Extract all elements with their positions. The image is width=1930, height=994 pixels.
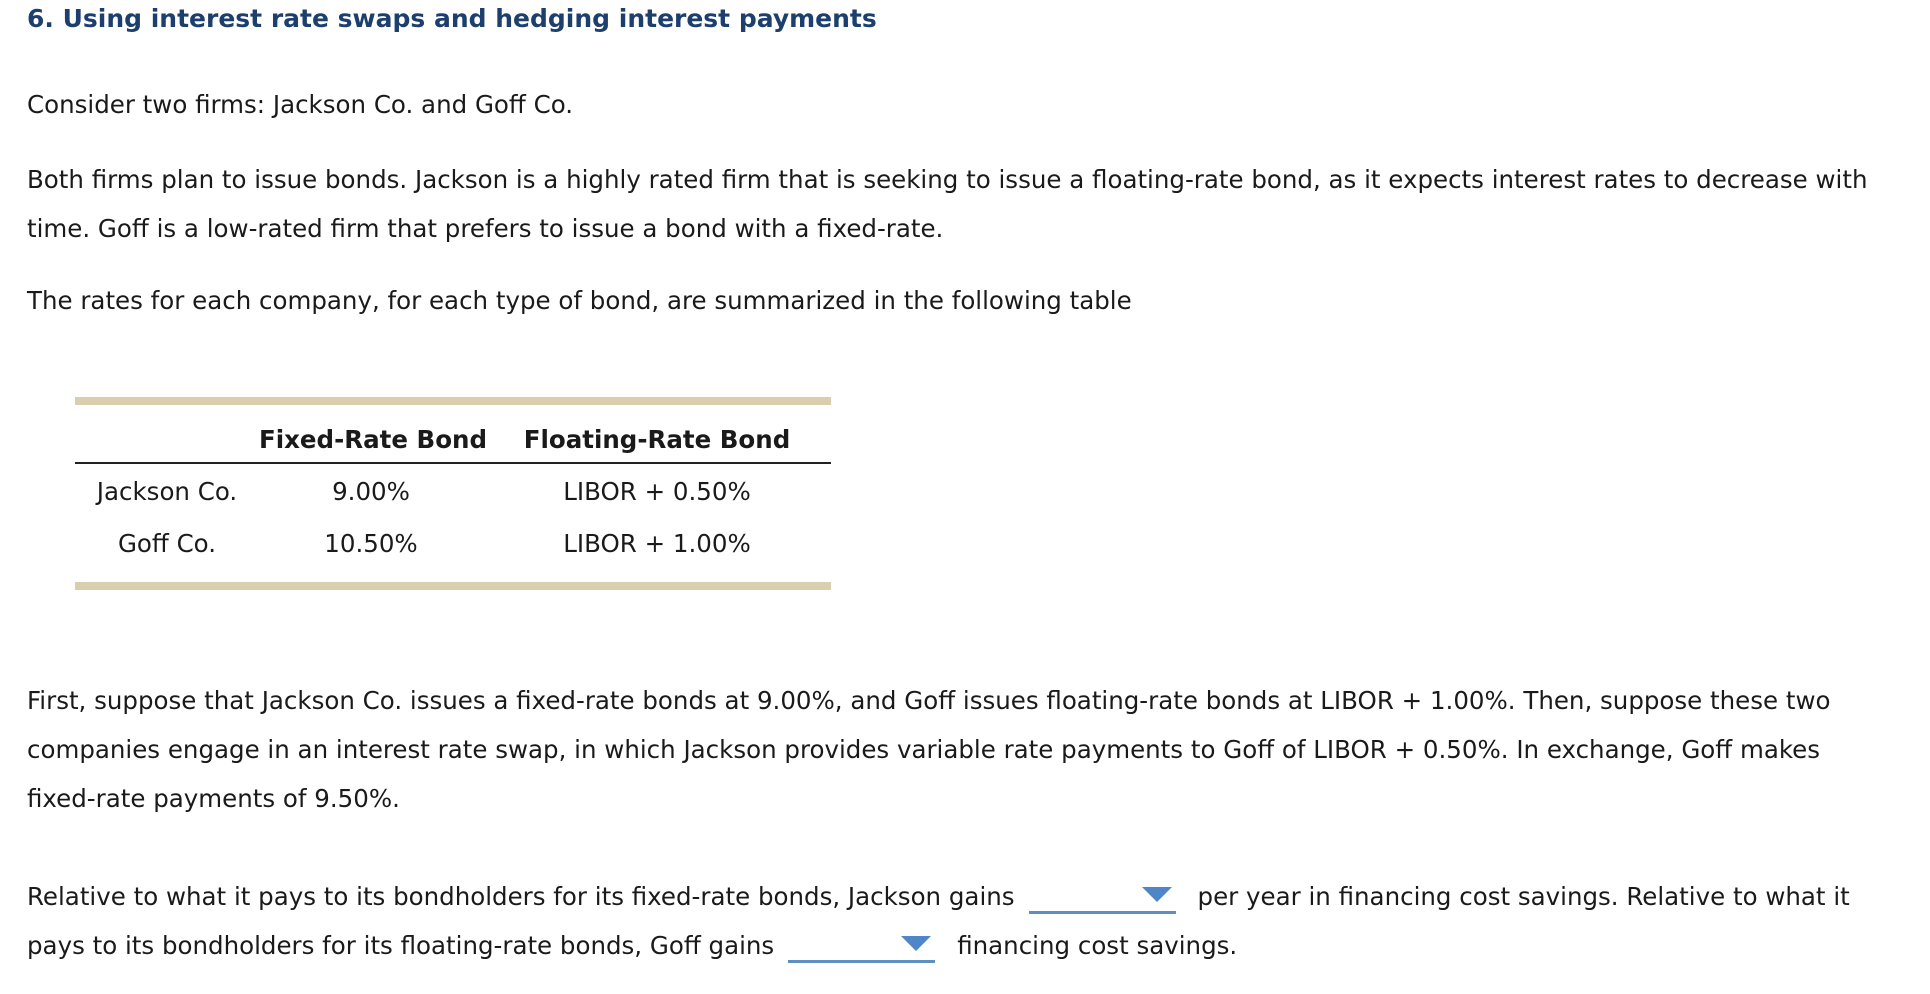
swap-line-1: First, suppose that Jackson Co. issues a fixed-rate bonds at 9.00%, and Goff issues floating-rate bonds at LIBOR + 1.00%. Then, suppose these two	[27, 686, 1831, 715]
header-fixed-rate: Fixed-Rate Bond	[259, 425, 488, 454]
row-goff-company: Goff Co.	[117, 529, 217, 558]
table-bottom-border	[75, 582, 831, 590]
chevron-down-icon	[1142, 887, 1172, 902]
chevron-down-icon	[901, 936, 931, 951]
header-floating-rate: Floating-Rate Bond	[523, 425, 791, 454]
row-jackson-floating: LIBOR + 0.50%	[563, 477, 751, 506]
row-jackson-fixed: 9.00%	[332, 477, 410, 506]
intro-paragraph: Consider two firms: Jackson Co. and Goff Co.	[27, 90, 574, 119]
table-intro: The rates for each company, for each type of bond, are summarized in the following table	[27, 286, 1132, 315]
swap-line-2: companies engage in an interest rate swap, in which Jackson provides variable rate payments to Goff of LIBOR + 0.50%. In exchange, Goff makes	[27, 735, 1820, 764]
question-text-2a: pays to its bondholders for its floating-rate bonds, Goff gains	[27, 931, 775, 960]
question-paragraph	[27, 872, 1897, 970]
swap-paragraph	[27, 676, 1897, 823]
table-top-border	[75, 397, 831, 405]
jackson-savings-dropdown[interactable]	[1029, 881, 1176, 914]
question-text-1b: per year in financing cost savings. Relative to what it	[1197, 882, 1850, 911]
background-line-1: Both firms plan to issue bonds. Jackson is a highly rated firm that is seeking to issue a floating-rate bond, as it expects interest rates to decrease with	[27, 165, 1868, 194]
goff-savings-dropdown[interactable]	[788, 930, 935, 963]
question-text-2b: financing cost savings.	[957, 931, 1238, 960]
swap-line-3: fixed-rate payments of 9.50%.	[27, 784, 400, 813]
background-paragraph	[27, 155, 1897, 253]
question-line-2	[27, 921, 1897, 970]
question-text-1a: Relative to what it pays to its bondholders for its fixed-rate bonds, Jackson gains	[27, 882, 1015, 911]
row-goff-fixed: 10.50%	[324, 529, 418, 558]
bond-rate-table	[75, 397, 831, 590]
question-line-1	[27, 872, 1897, 921]
background-line-2: time. Goff is a low-rated firm that prefers to issue a bond with a fixed-rate.	[27, 214, 944, 243]
header-divider	[75, 462, 831, 464]
page-title: 6. Using interest rate swaps and hedging interest payments	[27, 4, 877, 33]
row-jackson-company: Jackson Co.	[96, 477, 238, 506]
row-goff-floating: LIBOR + 1.00%	[563, 529, 751, 558]
